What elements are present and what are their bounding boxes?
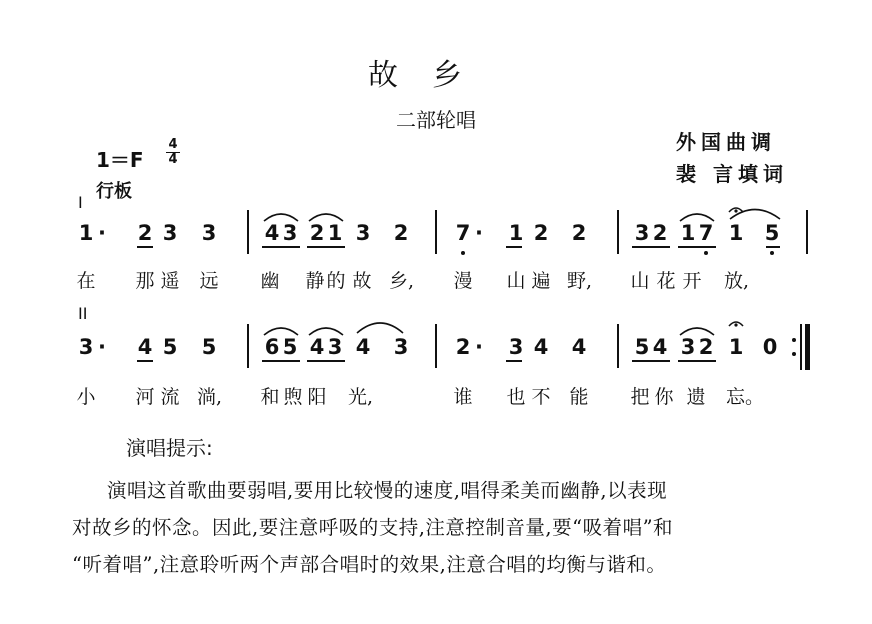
lyric: 淌, <box>197 386 223 408</box>
note: 3 <box>162 221 178 245</box>
augmentation-dot: · <box>475 221 483 245</box>
tips-line-3: “听着唱”,注意聆听两个声部合唱时的效果,注意合唱的均衡与谐和。 <box>72 553 667 576</box>
lyric: 也 <box>506 386 526 408</box>
note: 1 <box>728 335 744 359</box>
note: 4 <box>309 335 325 359</box>
tips-line-1: 演唱这首歌曲要弱唱,要用比较慢的速度,唱得柔美而幽静,以表现 <box>107 479 668 502</box>
slur <box>680 328 714 335</box>
note: 2 <box>309 221 325 245</box>
lyric: 小 <box>76 386 96 408</box>
note: 3 <box>508 335 524 359</box>
augmentation-dot: · <box>475 335 483 359</box>
lyric: 和 <box>260 386 280 408</box>
lyric: 漫 <box>453 270 473 292</box>
lyric: 开 <box>682 270 702 292</box>
note: 3 <box>355 221 371 245</box>
part-label-2: II <box>78 304 88 323</box>
lyric: 流 <box>160 386 180 408</box>
fermata-dot <box>734 323 737 326</box>
lyric: 遗 <box>686 386 706 408</box>
note: 3 <box>634 221 650 245</box>
lyric: 野, <box>567 270 593 292</box>
tips-heading: 演唱提示: <box>126 436 213 460</box>
key-signature: 1＝F <box>96 148 144 172</box>
lyric: 花 <box>656 270 676 292</box>
note: 5 <box>282 335 298 359</box>
note: 3 <box>201 221 217 245</box>
lyric: 放, <box>724 270 750 292</box>
note: 1 <box>78 221 94 245</box>
note: 5 <box>201 335 217 359</box>
lyric: 山 <box>630 270 650 292</box>
song-title: 故 乡 <box>368 58 464 93</box>
lyric: 的 <box>326 270 346 292</box>
note: 2 <box>137 221 153 245</box>
lyric: 河 <box>135 386 155 408</box>
note: 5 <box>634 335 650 359</box>
note: 2 <box>455 335 471 359</box>
note: 1 <box>508 221 524 245</box>
note: 3 <box>78 335 94 359</box>
lyric: 遍 <box>531 270 551 292</box>
lyric: 煦 <box>283 386 303 408</box>
note: 2 <box>571 221 587 245</box>
lyrics-credit: 裴 言填词 <box>676 162 788 186</box>
note: 2 <box>698 335 714 359</box>
slur <box>680 214 714 221</box>
lyric: 故 <box>352 270 372 292</box>
note: 6 <box>264 335 280 359</box>
lyric: 静 <box>305 270 325 292</box>
note: 4 <box>571 335 587 359</box>
music-credit: 外国曲调 <box>676 130 776 154</box>
slur <box>309 214 343 221</box>
note: 3 <box>282 221 298 245</box>
lyric: 能 <box>569 386 589 408</box>
lyric: 谁 <box>453 386 473 408</box>
note: 1 <box>728 221 744 245</box>
note: 4 <box>652 335 668 359</box>
note: 2 <box>652 221 668 245</box>
lyric: 山 <box>506 270 526 292</box>
augmentation-dot: · <box>98 221 106 245</box>
note: 1 <box>680 221 696 245</box>
lyric: 忘。 <box>726 386 765 408</box>
note: 4 <box>264 221 280 245</box>
augmentation-dot: · <box>98 335 106 359</box>
note: 3 <box>680 335 696 359</box>
lyric: 那 <box>135 270 155 292</box>
fermata-dot <box>734 209 737 212</box>
time-signature-bottom: 4 <box>168 152 178 167</box>
lyric: 把 <box>630 386 650 408</box>
tie <box>357 323 403 333</box>
note: 4 <box>355 335 371 359</box>
lyric: 远 <box>199 270 219 292</box>
note: 3 <box>327 335 343 359</box>
note: 7 <box>698 221 714 245</box>
note: 2 <box>393 221 409 245</box>
note: 5 <box>764 221 780 245</box>
note: 1 <box>327 221 343 245</box>
rest: 0 <box>762 335 778 359</box>
lyric: 不 <box>531 386 551 408</box>
tips-line-2: 对故乡的怀念。因此,要注意呼吸的支持,注意控制音量,要“吸着唱”和 <box>72 516 674 539</box>
note: 5 <box>162 335 178 359</box>
subtitle: 二部轮唱 <box>396 108 476 132</box>
lyric: 幽 <box>260 270 280 292</box>
part-label-1: I <box>78 193 83 212</box>
slur <box>264 328 298 335</box>
note: 4 <box>533 335 549 359</box>
lyric: 光, <box>348 386 374 408</box>
note: 4 <box>137 335 153 359</box>
tempo-marking: 行板 <box>96 181 132 202</box>
note: 3 <box>393 335 409 359</box>
note: 2 <box>533 221 549 245</box>
time-signature-top: 4 <box>168 137 178 152</box>
slur <box>264 214 298 221</box>
note: 7 <box>455 221 471 245</box>
lyric: 乡, <box>389 270 415 292</box>
lyric: 遥 <box>160 270 180 292</box>
lyric: 阳 <box>307 386 327 408</box>
lyric: 你 <box>654 386 674 408</box>
lyric: 在 <box>76 270 96 292</box>
slur <box>309 328 343 335</box>
